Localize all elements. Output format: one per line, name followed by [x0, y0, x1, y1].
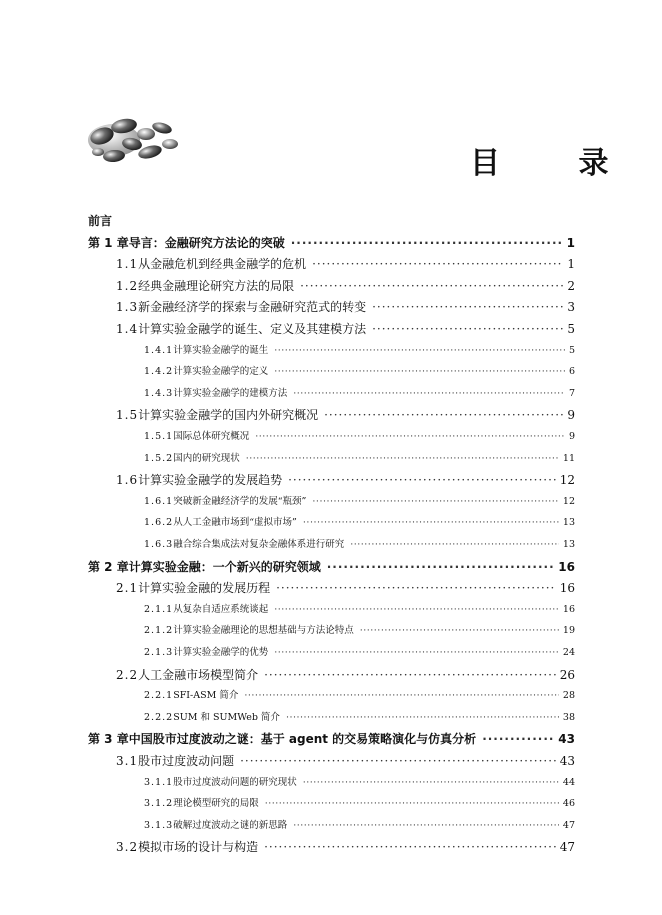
toc-leader-dots: [264, 840, 556, 854]
toc-entry-number: 3.1.2: [144, 798, 174, 810]
toc-page-number: 9: [568, 431, 575, 442]
toc-leader-dots: [350, 539, 559, 550]
toc-entry-title: 人工金融市场模型简介: [138, 667, 259, 682]
toc-leader-dots: [372, 300, 563, 314]
toc-subsection-entry: [144, 514, 575, 528]
toc-leader-dots: [312, 257, 563, 271]
toc-entry-number: 1.4: [116, 322, 139, 336]
toc-entry-title: 破解过度波动之谜的新思路: [173, 819, 288, 831]
toc-subsection-entry: [144, 536, 575, 550]
toc-entry-title: 计算实验金融学的优势: [173, 647, 269, 658]
toc-leader-dots: [246, 453, 559, 464]
toc-page-number: 2: [567, 278, 575, 293]
toc-leader-dots: [312, 496, 559, 507]
toc-subsection-entry: [144, 687, 575, 701]
toc-entry-number: 1.6.1: [144, 495, 174, 507]
toc-section-entry: [116, 406, 575, 423]
toc-subsection-entry: [144, 450, 575, 464]
toc-leader-dots: [274, 366, 565, 377]
toc-leader-dots: [303, 517, 559, 528]
toc-page-number: 11: [562, 452, 575, 464]
toc-entry-title: 经典金融理论研究方法的局限: [138, 278, 295, 293]
toc-entry-title: 从金融危机到经典金融学的危机: [138, 257, 307, 272]
toc-entry-number: 1.5.2: [144, 452, 174, 464]
toc-subsection-entry: [144, 363, 575, 377]
toc-entry-title: 计算实验金融理论的思想基础与方法论特点: [173, 625, 354, 637]
toc-page-number: 16: [558, 559, 575, 574]
toc-entry-number: 3.1: [116, 754, 139, 768]
toc-entry-number: 1.6.3: [144, 539, 174, 550]
toc-entry-number: 2.1.2: [144, 625, 174, 637]
toc-page-number: 12: [559, 473, 575, 488]
toc-subsection-entry: [144, 601, 575, 615]
toc-leader-dots: [327, 560, 555, 574]
toc-chapter-entry: [88, 558, 575, 575]
toc-page-number: 26: [559, 667, 575, 682]
toc-entry-title: 计算实验金融学的发展趋势: [138, 473, 283, 488]
toc-entry-title: 计算实验金融的发展历程: [138, 581, 271, 596]
toc-page-number: 9: [567, 408, 575, 423]
toc-entry-title: 理论模型研究的局限: [173, 798, 259, 810]
toc-subsection-entry: [144, 709, 575, 723]
toc-leader-dots: [255, 431, 565, 442]
toc-entry-title: 国际总体研究概况: [173, 431, 250, 442]
toc-section-entry: [116, 255, 575, 272]
toc-leader-dots: [274, 604, 559, 615]
toc-leader-dots: [324, 408, 563, 422]
toc-entry-number: 1.1: [116, 257, 139, 272]
toc-leader-dots: [244, 690, 559, 701]
toc-entry-number: 第 2 章: [88, 559, 129, 574]
toc-leader-dots: [265, 798, 559, 809]
toc-leader-dots: [274, 647, 559, 658]
toc-entry-title: 股市过度波动问题: [138, 754, 235, 768]
toc-leader-dots: [274, 345, 565, 356]
toc-subsection-entry: [144, 795, 575, 809]
toc-entry-number: 第 1 章: [88, 235, 129, 250]
toc-entry-number: 1.3: [116, 300, 139, 315]
toc-entry-title: 计算实验金融学的定义: [173, 366, 269, 378]
toc-entry-title: 从复杂自适应系统谈起: [173, 603, 269, 615]
toc-entry-number: 2.2.2: [144, 711, 174, 723]
toc-page-number: 19: [562, 625, 575, 637]
toc-entry-title: 中国股市过度波动之谜：基于 agent 的交易策略演化与仿真分析: [128, 732, 477, 747]
toc-entry-title: 融合综合集成法对复杂金融体系进行研究: [173, 539, 345, 550]
toc-section-entry: [116, 471, 575, 488]
toc-entry-title: 导言：金融研究方法论的突破: [128, 235, 285, 250]
toc-page-number: 1: [567, 257, 575, 272]
toc-leader-dots: [360, 625, 559, 636]
toc-subsection-entry: [144, 644, 575, 658]
toc-entry-number: 2.2: [116, 667, 139, 682]
toc-page-number: 43: [558, 732, 575, 747]
toc-leader-dots: [264, 668, 556, 682]
toc-page-number: 44: [562, 776, 575, 788]
toc-page-number: 1: [566, 235, 575, 250]
toc-entry-number: 3.2: [116, 840, 139, 855]
toc-entry-title: 国内的研究现状: [173, 452, 240, 464]
toc-page-number: 16: [562, 603, 575, 615]
toc-entry-title: 从人工金融市场到“虚拟市场”: [173, 517, 297, 529]
toc-leader-dots: [291, 236, 563, 250]
toc-entry-number: 1.5.1: [144, 431, 174, 442]
toc-page-number: 38: [562, 711, 575, 723]
toc-entry-title: SFI-ASM 简介: [173, 690, 239, 702]
toc-subsection-entry: [144, 493, 575, 507]
toc-entry-number: 第 3 章: [88, 732, 129, 747]
toc-page-number: 6: [568, 366, 575, 378]
toc-entry-number: 1.6: [116, 473, 139, 488]
toc-entry-number: 2.1.1: [144, 603, 174, 615]
toc-section-entry: [116, 666, 575, 683]
toc-entry-title: 股市过度波动问题的研究现状: [173, 776, 297, 788]
toc-subsection-entry: [144, 774, 575, 788]
toc-entry-title: 模拟市场的设计与构造: [138, 840, 259, 855]
toc-entry-title: 突破新金融经济学的发展“瓶颈”: [173, 495, 307, 507]
toc-entry-number: 3.1.1: [144, 776, 174, 788]
toc-page-number: 13: [562, 517, 575, 529]
toc-page-number: 47: [562, 819, 575, 831]
toc-page-number: 47: [559, 840, 575, 855]
toc-entry-title: 计算实验金融学的诞生、定义及其建模方法: [138, 322, 367, 336]
toc-entry-number: 1.4.1: [144, 344, 174, 356]
toc-leader-dots: [293, 820, 559, 831]
toc-entry-number: 3.1.3: [144, 819, 174, 831]
toc-entry-title: 前言: [88, 214, 113, 228]
toc-subsection-entry: [144, 385, 575, 399]
toc-leader-dots: [288, 473, 556, 487]
toc-page-number: 43: [559, 754, 575, 768]
toc-page-number: 24: [562, 647, 575, 658]
toc-chapter-entry: [88, 234, 575, 251]
toc-subsection-entry: [144, 817, 575, 831]
toc-entry-title: 计算实验金融学的国内外研究概况: [138, 408, 319, 423]
toc-subsection-entry: [144, 622, 575, 636]
toc-entry-number: 2.2.1: [144, 690, 174, 702]
toc-section-entry: [116, 579, 575, 596]
toc-entry-number: 1.5: [116, 408, 139, 423]
toc-page-number: 5: [567, 322, 575, 336]
toc-page-number: 28: [562, 690, 575, 702]
toc-leader-dots: [276, 581, 556, 595]
toc-entry-number: 1.2: [116, 278, 139, 293]
toc-page-number: 12: [562, 495, 575, 507]
toc-page-number: 16: [559, 581, 575, 596]
toc-subsection-entry: [144, 428, 575, 442]
toc-section-entry: [116, 298, 575, 315]
toc-entry-number: 2.1: [116, 581, 139, 596]
toc-leader-dots: [303, 777, 559, 788]
toc-section-entry: [116, 277, 575, 294]
toc-page-number: 13: [562, 539, 575, 550]
toc-entry-number: 1.4.2: [144, 366, 174, 378]
toc-page-number: 5: [568, 344, 575, 356]
toc-section-entry: [116, 838, 575, 855]
toc-page-number: 7: [568, 387, 575, 399]
toc-leader-dots: [300, 279, 563, 293]
decorative-pebbles-logo: [84, 112, 184, 172]
toc-leader-dots: [286, 712, 559, 723]
toc-leader-dots: [482, 732, 554, 746]
toc-entry-title: SUM 和 SUMWeb 简介: [173, 711, 280, 723]
toc-section-entry: [116, 320, 575, 337]
toc-entry-number: 1.6.2: [144, 517, 174, 529]
toc-section-entry: [116, 752, 575, 769]
toc-entry-number: 1.4.3: [144, 387, 174, 399]
toc-entry-number: 2.1.3: [144, 647, 174, 658]
page-title: 目 录: [470, 146, 643, 181]
toc-leader-dots: [372, 322, 563, 336]
toc-chapter-entry: [88, 730, 575, 747]
toc-leader-dots: [293, 388, 565, 399]
toc-leader-dots: [240, 754, 556, 768]
toc-entry-title: 新金融经济学的探索与金融研究范式的转变: [138, 300, 367, 315]
toc-entry-title: 计算实验金融学的诞生: [173, 344, 269, 356]
toc-entry-title: 计算实验金融学的建模方法: [173, 387, 288, 399]
toc-page-number: 3: [567, 300, 575, 315]
toc-subsection-entry: [144, 342, 575, 356]
toc-entry-title: 计算实验金融：一个新兴的研究领域: [128, 559, 321, 574]
toc-page-number: 46: [562, 798, 575, 810]
toc-chapter-entry: [88, 212, 575, 229]
